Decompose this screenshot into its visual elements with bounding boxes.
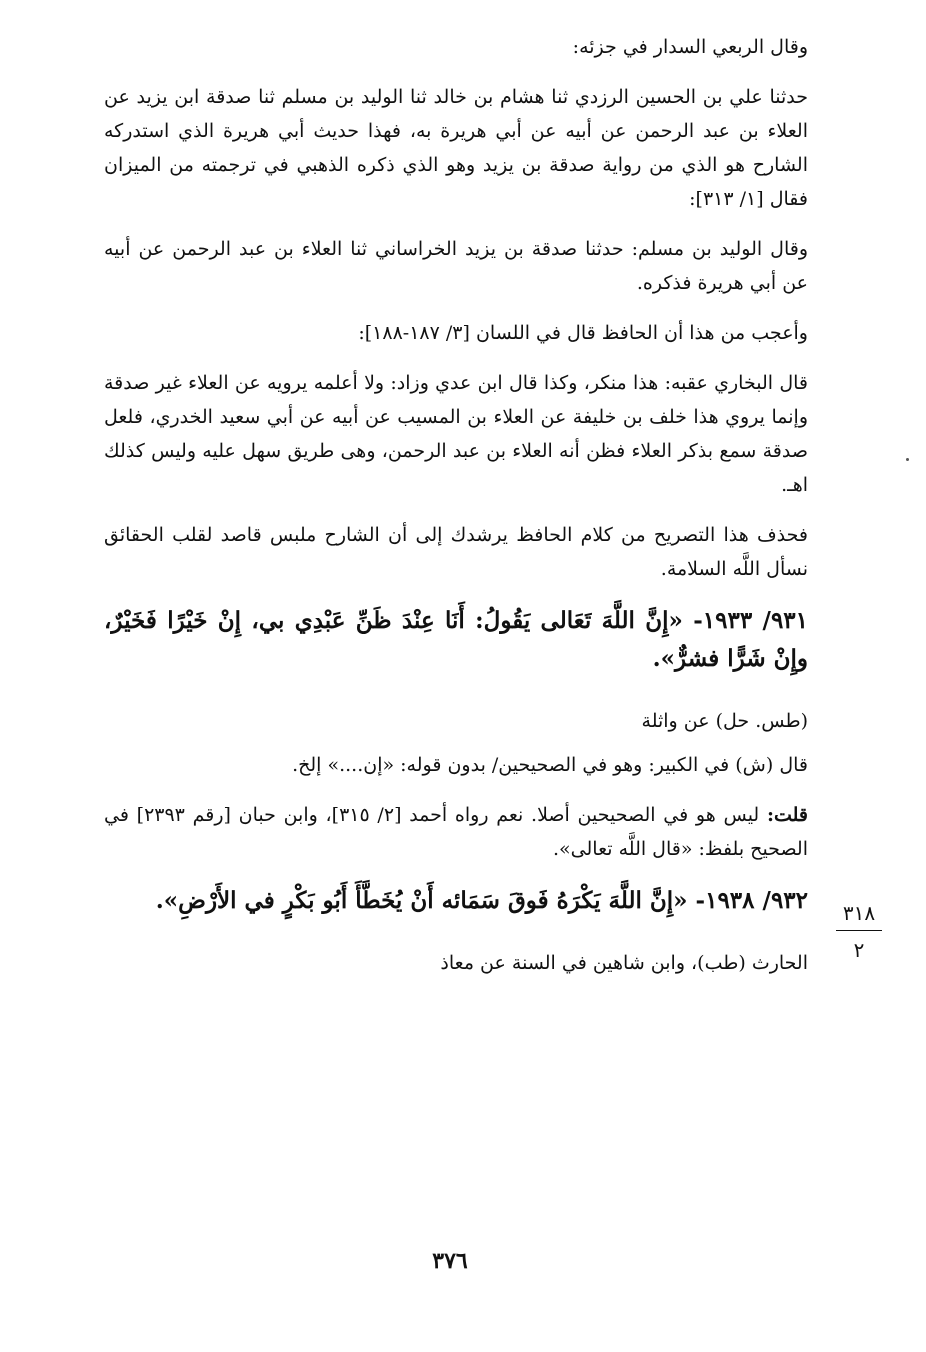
hadith-931-source: (طس. حل) عن واثلة [641, 710, 808, 732]
hadith-932-source: الحارث (طب)، وابن شاهين في السنة عن معاذ [440, 952, 808, 974]
margin-reference-rule [836, 930, 882, 931]
note-label: قلت: [766, 804, 808, 826]
hadith-932: ٩٣٢/ ١٩٣٨- «إِنَّ اللَّهَ يَكْرَهُ فَوقَ سَمَائه أَنْ يُخَطَّأَ أَبُو بَكْرٍ في الأَرْضِ». [155, 887, 808, 914]
margin-reference-top: ٣١٨ [842, 901, 876, 925]
hadith-931-comment: قال (ش) في الكبير: وهو في الصحيحين/ بدون قوله: «إن....» إلخ. [292, 754, 808, 776]
hadith-931-note [104, 798, 808, 866]
margin-reference [836, 898, 882, 965]
isnad-paragraph: حدثنا علي بن الحسين الرزدي ثنا هشام بن خالد ثنا الوليد بن مسلم ثنا صدقة ابن يزيد عن العلاء بن عبد الرحمن عن أبيه عن أبي هريرة به، فهذا حديث أبي هريرة الذي استدركه الشارح هو الذي من رواية صدقة بن يزيد وهو الذي ذكره الذهبي في ترجمته من الميزان فقال [١/ ٣١٣]: [104, 86, 808, 210]
bukhari-paragraph: قال البخاري عقبه: هذا منكر، وكذا قال ابن عدي وزاد: ولا أعلمه يرويه عن العلاء غير صدقة وإنما يروي هذا خلف بن خليفة عن العلاء بن المسيب عن أبيه عن أبي سعيد الخدري، فلعل صدقة سمع بذكر العلاء فظن أنه العلاء بن عبد الرحمن، وهى طريق سهل عليه وليس كذلك اهـ. [104, 372, 808, 496]
main-text-column [104, 30, 808, 990]
lisan-paragraph: وأعجب من هذا أن الحافظ قال في اللسان [٣/ ١٨٧-١٨٨]: [358, 322, 808, 344]
intro-line: وقال الربعي السدار في جزئه: [572, 36, 808, 58]
walid-paragraph: وقال الوليد بن مسلم: حدثنا صدقة بن يزيد الخراساني ثنا العلاء بن عبد الرحمن عن أبيه عن أبي هريرة فذكره. [104, 238, 809, 294]
page-number: ٣٧٦ [432, 1248, 468, 1274]
scan-speck [906, 458, 909, 461]
hadith-931: ٩٣١/ ١٩٣٣- «إِنَّ اللَّهَ تَعَالى يَقُولُ: أَنَا عِنْدَ ظَنِّ عَبْدِي بي، إِنْ خَيْرًا فَخَيْرٌ، وإِنْ شَرًّا فشرٌّ». [104, 607, 808, 672]
margin-reference-bottom: ٢ [853, 938, 865, 962]
conclusion-paragraph: فحذف هذا التصريح من كلام الحافظ يرشدك إلى أن الشارح ملبس قاصد لقلب الحقائق نسأل اللَّه السلامة. [104, 524, 808, 580]
note-text: ليس هو في الصحيحين أصلا. نعم رواه أحمد [٢/ ٣١٥]، وابن حبان [رقم ٢٣٩٣] في الصحيح بلفظ: «قال اللَّه تعالى». [104, 804, 808, 860]
